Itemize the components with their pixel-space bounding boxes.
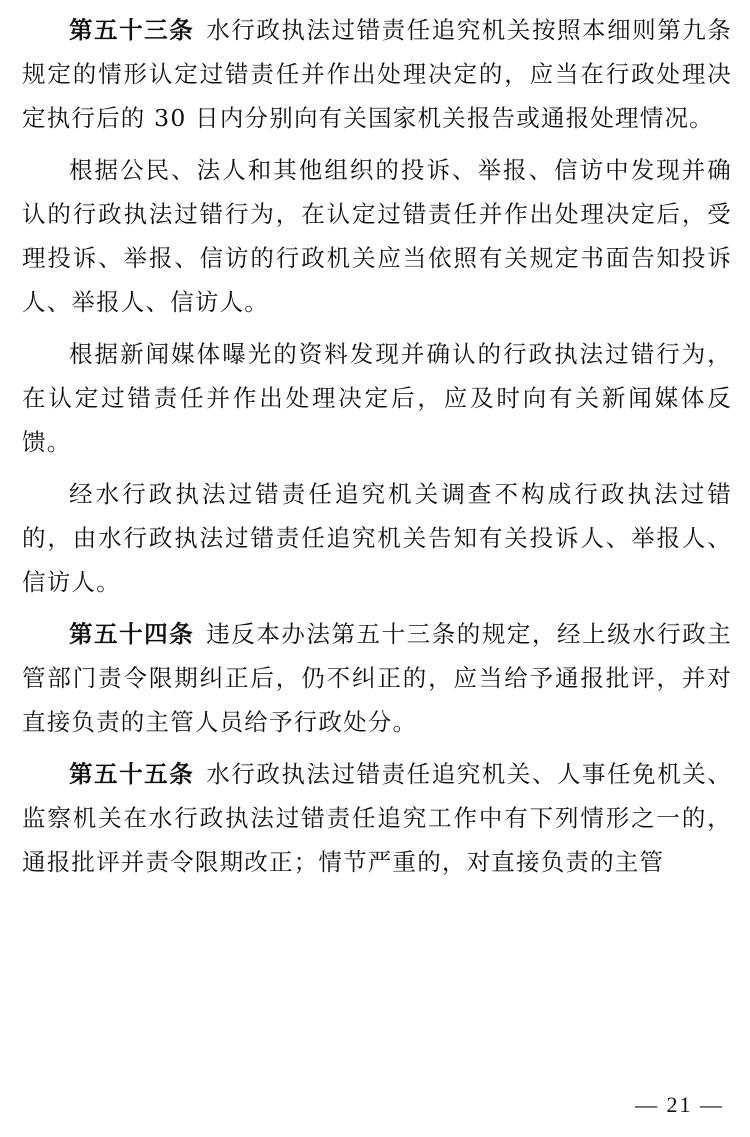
paragraph-article-55 <box>22 752 732 884</box>
page-number: — 21 — <box>635 1092 724 1117</box>
paragraph-text: 水行政执法过错责任追究机关、人事任免机关、监察机关在水行政执法过错责任追究工作中有下列情形之一的，通报批评并责令限期改正；情节严重的，对直接负责的主管 <box>22 760 733 876</box>
paragraph-article-54 <box>22 612 732 744</box>
paragraph-text: 根据公民、法人和其他组织的投诉、举报、信访中发现并确认的行政执法过错行为，在认定过错责任并作出处理决定后，受理投诉、举报、信访的行政机关应当依照有关规定书面告知投诉人、举报人、信访人。 <box>22 156 732 316</box>
document-body <box>22 8 732 892</box>
paragraph-text: 经水行政执法过错责任追究机关调查不构成行政执法过错的，由水行政执法过错责任追究机关告知有关投诉人、举报人、信访人。 <box>22 480 732 596</box>
paragraph-complaint-notice <box>22 148 732 324</box>
article-number: 第五十三条 <box>69 16 195 44</box>
article-number: 第五十四条 <box>69 620 195 648</box>
paragraph-no-fault-notice <box>22 472 732 604</box>
paragraph-text: 违反本办法第五十三条的规定，经上级水行政主管部门责令限期纠正后，仍不纠正的，应当给予通报批评，并对直接负责的主管人员给予行政处分。 <box>22 620 733 736</box>
article-number: 第五十五条 <box>69 760 195 788</box>
paragraph-text: 根据新闻媒体曝光的资料发现并确认的行政执法过错行为，在认定过错责任并作出处理决定后，应及时向有关新闻媒体反馈。 <box>22 340 732 456</box>
paragraph-article-53 <box>22 8 732 140</box>
paragraph-text: 水行政执法过错责任追究机关按照本细则第九条规定的情形认定过错责任并作出处理决定的，应当在行政处理决定执行后的 30 日内分别向有关国家机关报告或通报处理情况。 <box>22 16 733 132</box>
paragraph-media-feedback <box>22 332 732 464</box>
